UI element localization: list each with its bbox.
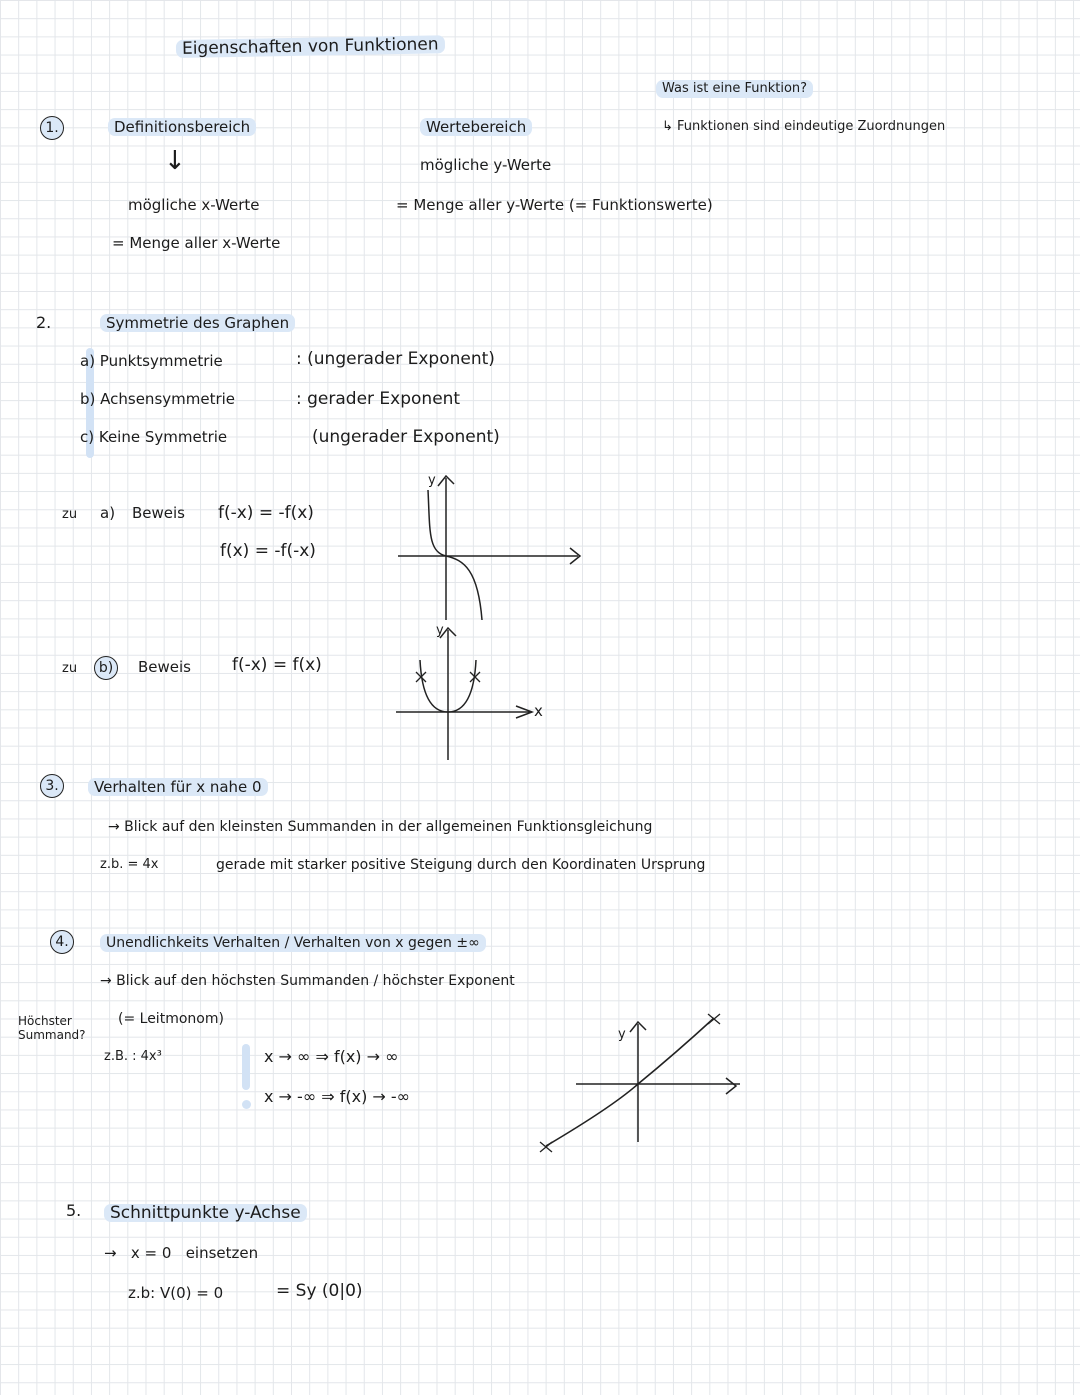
section-4-title: Unendlichkeits Verhalten / Verhalten von x gegen ±∞ — [100, 934, 486, 952]
section-5-title: Schnittpunkte y-Achse — [104, 1204, 307, 1222]
symmetrie-a-note: : (ungerader Exponent) — [296, 349, 495, 369]
graph-cubic-y-label: y — [618, 1027, 626, 1042]
graph-point-symmetry — [388, 470, 588, 630]
section-5-number: 5. — [66, 1201, 82, 1220]
symmetrie-b: b) Achsensymmetrie — [80, 390, 236, 408]
definitionsbereich-title: Definitionsbereich — [108, 118, 256, 136]
section-4-line1: → Blick auf den höchsten Summanden / höchster Exponent — [100, 973, 515, 989]
section-4-number: 4. — [50, 930, 74, 954]
section-5-line1: → x = 0 einsetzen — [104, 1244, 259, 1262]
proof-a-eq1: f(-x) = -f(x) — [218, 503, 314, 523]
section-3-line2: gerade mit starker positive Steigung durch den Koordinaten Ursprung — [216, 857, 706, 873]
section-3-number: 3. — [40, 774, 64, 798]
graph-b-x-label: x — [534, 702, 543, 720]
section-3-title: Verhalten für x nahe 0 — [88, 778, 268, 796]
info-answer: ↳ Funktionen sind eindeutige Zuordnungen — [662, 119, 946, 134]
section-3-example: z.b. = 4x — [100, 857, 159, 872]
proof-a-label: a) — [100, 504, 116, 522]
section-1-number: 1. — [40, 116, 64, 140]
symmetrie-a: a) Punktsymmetrie — [80, 352, 223, 370]
wert-line2: = Menge aller y-Werte (= Funktionswerte) — [396, 196, 713, 214]
section-4-line2: (= Leitmonom) — [118, 1011, 224, 1027]
def-line1: mögliche x-Werte — [128, 196, 260, 214]
section-4-example: z.B. : 4x³ — [104, 1049, 162, 1064]
symmetrie-c-note: (ungerader Exponent) — [312, 427, 500, 447]
limit-plus-infinity: x → ∞ ⇒ f(x) → ∞ — [264, 1047, 399, 1066]
margin-note-2: Summand? — [18, 1028, 86, 1042]
def-line2: = Menge aller x-Werte — [112, 234, 281, 252]
proof-b-label: b) — [94, 656, 118, 680]
graph-cubic — [530, 1010, 750, 1160]
proof-a-word: Beweis — [132, 504, 185, 522]
page-title: Eigenschaften von Funktionen — [176, 35, 445, 58]
section-5-result: = Sy (0|0) — [276, 1281, 363, 1301]
section-3-line1: → Blick auf den kleinsten Summanden in der allgemeinen Funktionsgleichung — [108, 819, 653, 835]
margin-note-1: Höchster — [18, 1014, 72, 1028]
proof-b-word: Beweis — [138, 658, 191, 676]
wert-line1: mögliche y-Werte — [420, 156, 552, 174]
symmetrie-c: c) Keine Symmetrie — [80, 428, 228, 446]
section-2-number: 2. — [36, 313, 52, 332]
symmetrie-b-note: : gerader Exponent — [296, 389, 461, 409]
info-question: Was ist eine Funktion? — [656, 80, 813, 98]
proof-a-eq2: f(x) = -f(-x) — [220, 541, 316, 561]
def-arrow: ↓ — [164, 146, 186, 176]
proof-a-prefix: zu — [62, 507, 78, 522]
graph-a-y-label: y — [428, 473, 436, 488]
exclamation-bar — [242, 1044, 250, 1090]
exclamation-dot — [242, 1100, 251, 1109]
limit-minus-infinity: x → -∞ ⇒ f(x) → -∞ — [264, 1087, 410, 1106]
graph-b-y-label: y — [436, 623, 444, 638]
wertebereich-title: Wertebereich — [420, 118, 532, 136]
proof-b-eq: f(-x) = f(x) — [232, 655, 322, 675]
section-5-example: z.b: V(0) = 0 — [128, 1284, 224, 1302]
graph-axis-symmetry — [392, 620, 562, 765]
symmetrie-title: Symmetrie des Graphen — [100, 314, 295, 332]
proof-b-prefix: zu — [62, 661, 78, 676]
